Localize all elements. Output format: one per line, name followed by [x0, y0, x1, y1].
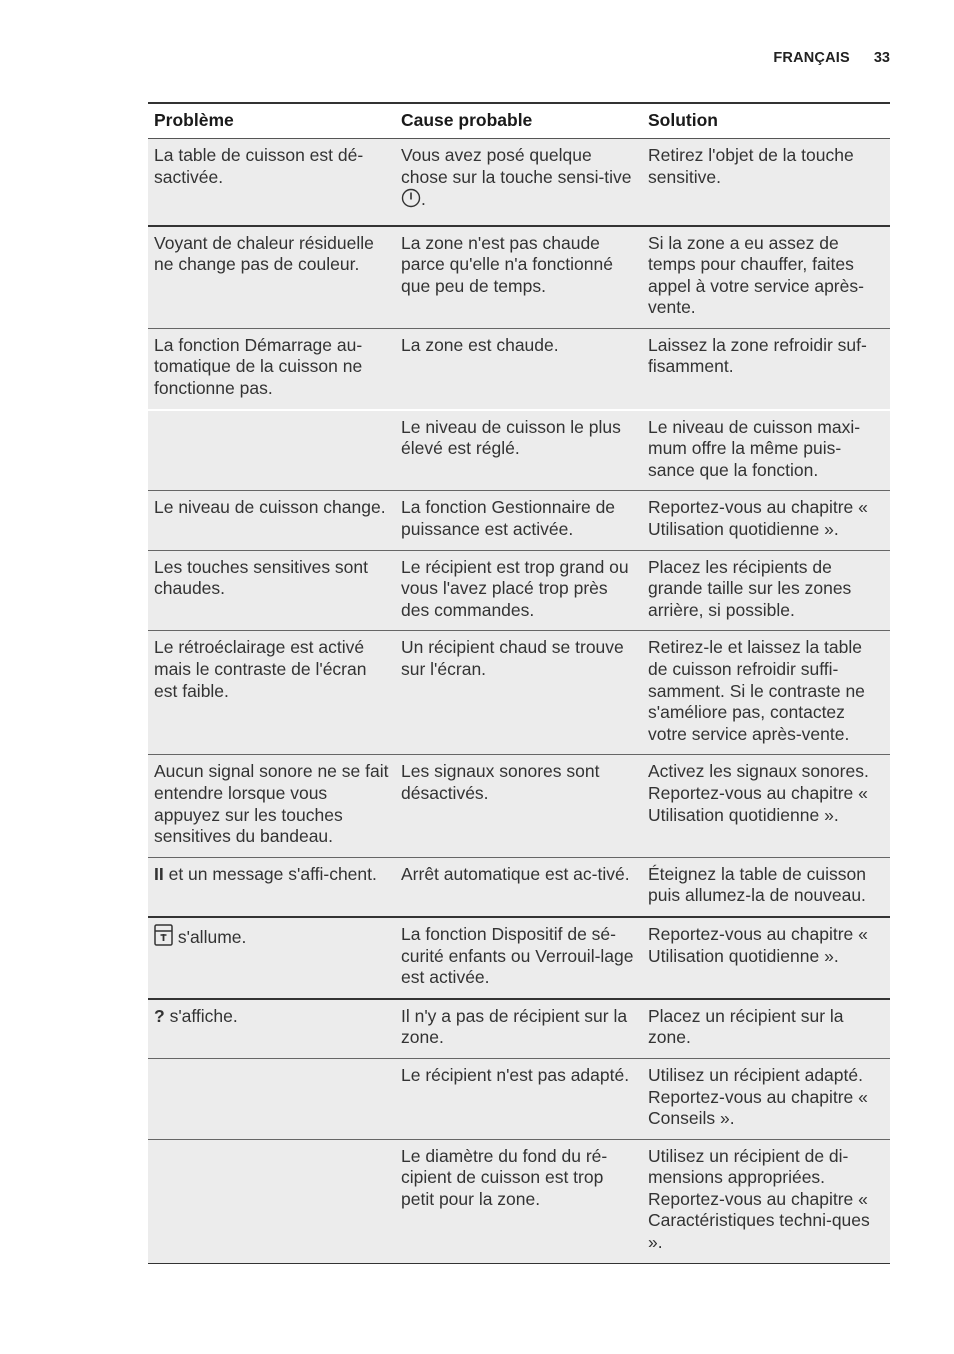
problem-cell: Le niveau de cuisson change. — [148, 491, 395, 550]
solution-cell: Placez les récipients de grande taille sur les zones arrière, si possible. — [642, 550, 890, 631]
table-row — [148, 491, 890, 550]
problem-cell: Aucun signal sonore ne se fait entendre lorsque vous appuyez sur les touches sensitives du bandeau. — [148, 755, 395, 857]
table-row — [148, 631, 890, 755]
problem-cell: Le rétroéclairage est activé mais le contraste de l'écran est faible. — [148, 631, 395, 755]
problem-cell — [148, 1139, 395, 1263]
page-number: 33 — [873, 50, 890, 66]
problem-text: s'allume. — [173, 926, 247, 947]
column-header-problem: Problème — [148, 103, 395, 139]
solution-cell: Activez les signaux sonores. Reportez-vous au chapitre « Utilisation quotidienne ». — [642, 755, 890, 857]
cause-cell: Le récipient n'est pas adapté. — [395, 1058, 642, 1139]
power-icon — [401, 188, 421, 214]
language-label: FRANÇAIS — [773, 50, 850, 66]
problem-cell — [148, 857, 395, 917]
table-row — [148, 1139, 890, 1263]
solution-cell: Retirez-le et laissez la table de cuisson refroidir suffi-samment. Si le contraste ne s'améliore pas, contactez votre service après-vente. — [642, 631, 890, 755]
cause-text: Vous avez posé quelque chose sur la touche sensi-tive — [401, 145, 632, 187]
cause-cell: Les signaux sonores sont désactivés. — [395, 755, 642, 857]
problem-text: s'affiche. — [164, 1005, 238, 1026]
problem-cell — [148, 1058, 395, 1139]
cause-cell: La fonction Dispositif de sé-curité enfants ou Verrouil-lage est activée. — [395, 917, 642, 999]
cause-cell: Arrêt automatique est ac-tivé. — [395, 857, 642, 917]
child-lock-icon — [154, 924, 173, 952]
cause-cell — [395, 139, 642, 226]
solution-cell: Utilisez un récipient adapté. Reportez-vous au chapitre « Conseils ». — [642, 1058, 890, 1139]
question-symbol: ? — [154, 1005, 165, 1026]
pause-symbol: II — [154, 863, 164, 884]
table-row — [148, 550, 890, 631]
problem-cell: Les touches sensitives sont chaudes. — [148, 550, 395, 631]
solution-cell: Le niveau de cuisson maxi-mum offre la même puis-sance que la fonction. — [642, 410, 890, 491]
cause-text-end: . — [421, 189, 426, 210]
table-row — [148, 857, 890, 917]
cause-cell: La zone est chaude. — [395, 328, 642, 409]
problem-cell — [148, 917, 395, 999]
cause-cell: Un récipient chaud se trouve sur l'écran. — [395, 631, 642, 755]
cause-cell: Le diamètre du fond du ré-cipient de cuisson est trop petit pour la zone. — [395, 1139, 642, 1263]
table-row — [148, 917, 890, 999]
table-row — [148, 755, 890, 857]
page-header — [773, 50, 890, 66]
cause-cell: La zone n'est pas chaude parce qu'elle n'a fonctionné que peu de temps. — [395, 226, 642, 329]
problem-cell: La table de cuisson est dé-sactivée. — [148, 139, 395, 226]
problem-text: et un message s'affi-chent. — [163, 863, 377, 884]
cause-cell: Le niveau de cuisson le plus élevé est réglé. — [395, 410, 642, 491]
troubleshooting-table — [148, 102, 890, 1264]
table-row — [148, 999, 890, 1059]
problem-cell — [148, 410, 395, 491]
cause-cell: La fonction Gestionnaire de puissance est activée. — [395, 491, 642, 550]
table-header-row — [148, 103, 890, 139]
solution-cell: Reportez-vous au chapitre « Utilisation quotidienne ». — [642, 917, 890, 999]
table-row — [148, 410, 890, 491]
solution-cell: Éteignez la table de cuisson puis allumez-la de nouveau. — [642, 857, 890, 917]
table-row — [148, 226, 890, 329]
solution-cell: Reportez-vous au chapitre « Utilisation quotidienne ». — [642, 491, 890, 550]
solution-cell: Si la zone a eu assez de temps pour chauffer, faites appel à votre service après-vente. — [642, 226, 890, 329]
table-row — [148, 328, 890, 409]
table-row — [148, 1058, 890, 1139]
table-row — [148, 139, 890, 226]
problem-cell: Voyant de chaleur résiduelle ne change pas de couleur. — [148, 226, 395, 329]
solution-cell: Placez un récipient sur la zone. — [642, 999, 890, 1059]
solution-cell: Laissez la zone refroidir suf-fisamment. — [642, 328, 890, 409]
solution-cell: Retirez l'objet de la touche sensitive. — [642, 139, 890, 226]
cause-cell: Il n'y a pas de récipient sur la zone. — [395, 999, 642, 1059]
solution-cell: Utilisez un récipient de di-mensions appropriées. Reportez-vous au chapitre « Caractéristiques techni-ques ». — [642, 1139, 890, 1263]
column-header-cause: Cause probable — [395, 103, 642, 139]
problem-cell: La fonction Démarrage au-tomatique de la cuisson ne fonctionne pas. — [148, 328, 395, 409]
problem-cell — [148, 999, 395, 1059]
column-header-solution: Solution — [642, 103, 890, 139]
cause-cell: Le récipient est trop grand ou vous l'avez placé trop près des commandes. — [395, 550, 642, 631]
